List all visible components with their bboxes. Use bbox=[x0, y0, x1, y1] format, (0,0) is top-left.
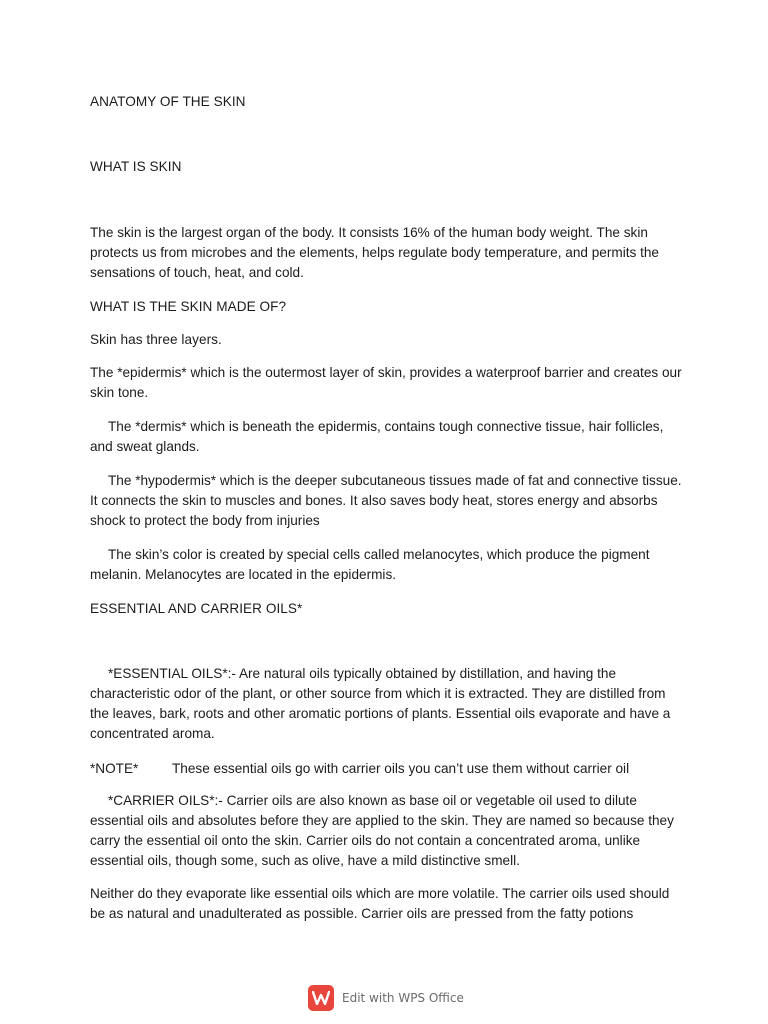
note-text: These essential oils go with carrier oils you can’t use them without carrier oil bbox=[172, 761, 630, 776]
paragraph-epidermis: The *epidermis* which is the outermost layer of skin, provides a waterproof barrier and creates our skin tone. bbox=[90, 365, 682, 400]
heading-oils: ESSENTIAL AND CARRIER OILS* bbox=[90, 601, 303, 616]
footer-label: Edit with WPS Office bbox=[342, 991, 464, 1005]
edit-with-wps-button[interactable] bbox=[308, 985, 464, 1011]
paragraph-intro: The skin is the largest organ of the body. It consists 16% of the human body weight. The skin protects us from microbes and the elements, helps regulate body temperature, and permits the sensations of touch, heat, and cold. bbox=[90, 225, 659, 280]
note-row bbox=[90, 759, 629, 779]
document-title: ANATOMY OF THE SKIN bbox=[90, 94, 246, 109]
paragraph-carrier-oils: *CARRIER OILS*:- Carrier oils are also known as base oil or vegetable oil used to dilute essential oils and absolutes before they are applied to the skin. They are named so because they carry the essential oil onto the skin. Carrier oils do not contain a concentrated aroma, unlike essential oils, though some, such as olive, have a mild distinctive smell. bbox=[90, 793, 674, 868]
wps-logo-icon bbox=[308, 985, 334, 1011]
note-label: *NOTE* bbox=[90, 761, 139, 776]
paragraph-essential-oils: *ESSENTIAL OILS*:- Are natural oils typically obtained by distillation, and having the characteristic odor of the plant, or other source from which it is extracted. They are distilled from the leaves, bark, roots and other aromatic portions of plants. Essential oils evaporate and have a concentrated aroma. bbox=[90, 666, 671, 741]
paragraph-hypodermis: The *hypodermis* which is the deeper subcutaneous tissues made of fat and connective tissue. It connects the skin to muscles and bones. It also saves body heat, stores energy and absorbs shock to protect the body from injuries bbox=[90, 473, 682, 528]
heading-made-of: WHAT IS THE SKIN MADE OF? bbox=[90, 299, 287, 314]
paragraph-volatility: Neither do they evaporate like essential oils which are more volatile. The carrier oils used should be as natural and unadulterated as possible. Carrier oils are pressed from the fatty potions bbox=[90, 886, 670, 921]
paragraph-dermis: The *dermis* which is beneath the epidermis, contains tough connective tissue, hair follicles, and sweat glands. bbox=[90, 419, 664, 454]
paragraph-layers: Skin has three layers. bbox=[90, 332, 222, 347]
heading-what-is-skin: WHAT IS SKIN bbox=[90, 159, 182, 174]
paragraph-melanin: The skin’s color is created by special cells called melanocytes, which produce the pigment melanin. Melanocytes are located in the epidermis. bbox=[90, 547, 650, 582]
